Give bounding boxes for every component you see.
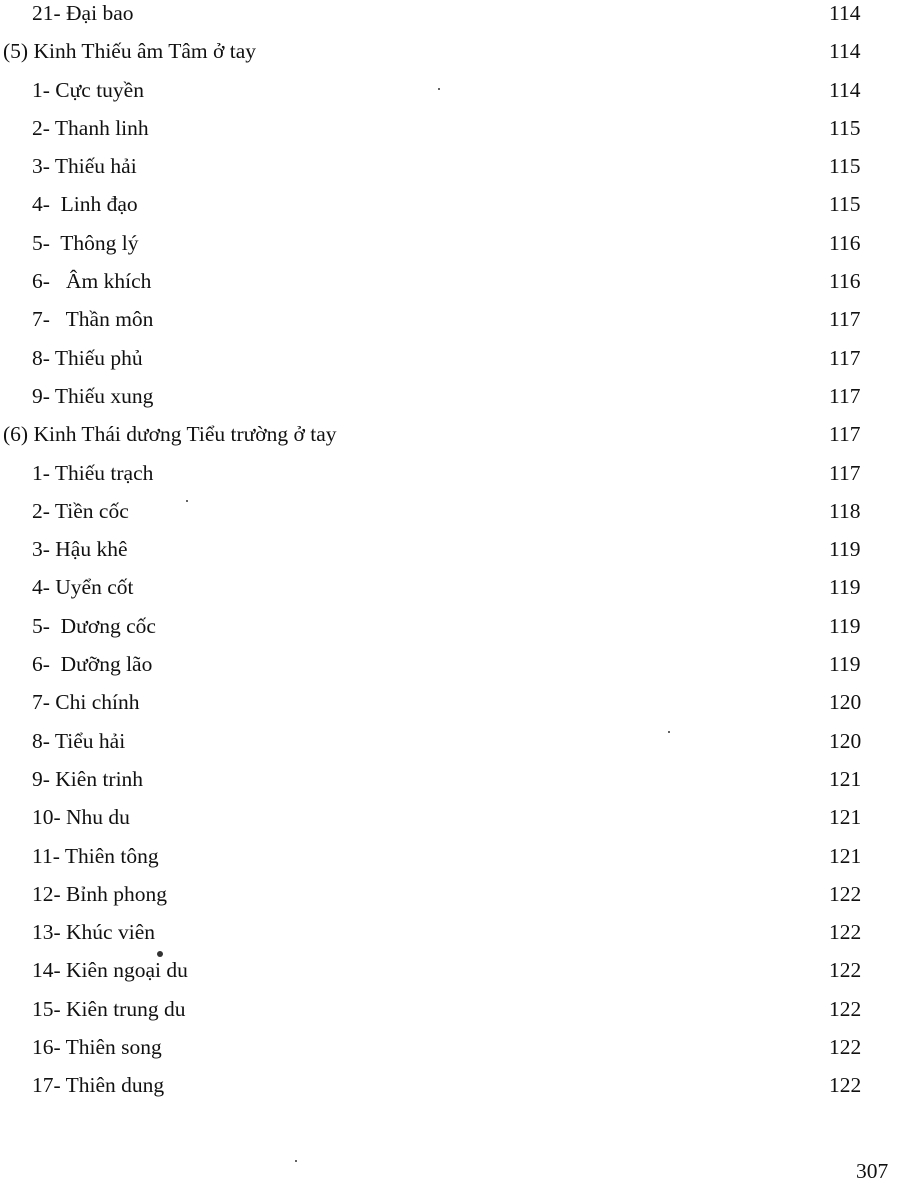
print-speck [295, 1160, 297, 1162]
toc-entry [0, 262, 902, 300]
entry-title: 3- Thiếu hải [32, 154, 137, 179]
entry-page-number: 119 [829, 613, 861, 638]
entry-page-number: 117 [829, 383, 861, 408]
entry-page-number: 116 [829, 269, 861, 294]
entry-page-number: 114 [829, 77, 861, 102]
entry-title: 5- Thông lý [32, 230, 139, 255]
toc-entry [0, 109, 902, 147]
entry-title: 1- Thiếu trạch [32, 460, 154, 485]
entry-page-number: 116 [829, 230, 861, 255]
entry-page-number: 117 [829, 422, 861, 447]
entry-page-number: 122 [829, 1035, 862, 1060]
toc-section-heading [0, 415, 902, 453]
entry-title: 14- Kiên ngoại du [32, 958, 188, 983]
entry-page-number: 117 [829, 307, 861, 332]
print-speck [186, 500, 188, 502]
entry-page-number: 119 [829, 652, 861, 677]
entry-title: 3- Hậu khê [32, 537, 128, 562]
entry-title: 6- Âm khích [32, 269, 152, 294]
print-speck [157, 951, 163, 957]
toc-entry [0, 798, 902, 836]
entry-page-number: 115 [829, 115, 861, 140]
entry-page-number: 122 [829, 881, 862, 906]
entry-title: 8- Thiếu phủ [32, 345, 143, 370]
toc-entry [0, 147, 902, 185]
toc-entry [0, 837, 902, 875]
entry-title: 9- Kiên trinh [32, 766, 144, 791]
entry-page-number: 115 [829, 192, 861, 217]
toc-entry [0, 0, 902, 32]
entry-title: 7- Thần môn [32, 307, 154, 332]
entry-title: 11- Thiên tông [32, 843, 159, 868]
entry-title: 4- Uyển cốt [32, 575, 134, 600]
toc-entry [0, 1066, 902, 1104]
toc-entry [0, 760, 902, 798]
print-speck [438, 88, 440, 90]
entry-page-number: 114 [829, 1, 861, 25]
entry-title: 1- Cực tuyền [32, 77, 144, 102]
toc-section-heading [0, 32, 902, 70]
entry-title: 8- Tiểu hải [32, 728, 126, 753]
toc-entry [0, 377, 902, 415]
toc-entry [0, 224, 902, 262]
entry-page-number: 118 [829, 498, 861, 523]
page-number: 307 [856, 1159, 889, 1183]
toc-entry [0, 185, 902, 223]
entry-title: 15- Kiên trung du [32, 996, 186, 1021]
toc-entry [0, 607, 902, 645]
entry-page-number: 122 [829, 920, 862, 945]
entry-page-number: 120 [829, 690, 862, 715]
entry-page-number: 119 [829, 575, 861, 600]
entry-page-number: 117 [829, 345, 861, 370]
toc-entry [0, 683, 902, 721]
entry-title: 10- Nhu du [32, 805, 130, 830]
toc-entry [0, 71, 902, 109]
toc-entry [0, 454, 902, 492]
toc-entry [0, 339, 902, 377]
entry-title: 6- Dưỡng lão [32, 652, 153, 677]
entry-page-number: 122 [829, 996, 862, 1021]
entry-title: 7- Chi chính [32, 690, 140, 715]
toc-entry [0, 951, 902, 989]
entry-title: 2- Tiền cốc [32, 498, 129, 523]
entry-title: 16- Thiên song [32, 1035, 162, 1060]
toc-entry [0, 722, 902, 760]
entry-page-number: 121 [829, 805, 862, 830]
entry-page-number: 122 [829, 1073, 862, 1098]
toc-entry [0, 568, 902, 606]
print-speck [668, 731, 670, 733]
entry-title: 2- Thanh linh [32, 115, 149, 140]
toc-entry [0, 645, 902, 683]
entry-page-number: 119 [829, 537, 861, 562]
entry-title: 13- Khúc viên [32, 920, 155, 945]
entry-page-number: 115 [829, 154, 861, 179]
toc-entry [0, 300, 902, 338]
entry-page-number: 114 [829, 39, 861, 64]
entry-page-number: 122 [829, 958, 862, 983]
entry-page-number: 121 [829, 843, 862, 868]
entry-title: 4- Linh đạo [32, 192, 138, 217]
entry-title: 17- Thiên dung [32, 1073, 165, 1098]
entry-title: 21- Đại bao [32, 1, 134, 25]
toc-entry [0, 990, 902, 1028]
toc-entry [0, 530, 902, 568]
toc-entry [0, 1028, 902, 1066]
entry-title: 9- Thiếu xung [32, 383, 154, 408]
entry-page-number: 117 [829, 460, 861, 485]
entry-title: 12- Bỉnh phong [32, 881, 167, 906]
toc-entry [0, 875, 902, 913]
toc-entry [0, 913, 902, 951]
entry-page-number: 120 [829, 728, 862, 753]
entry-title: 5- Dương cốc [32, 613, 156, 638]
toc-entry [0, 492, 902, 530]
section-title: (6) Kinh Thái dương Tiểu trường ở tay [3, 422, 337, 447]
section-title: (5) Kinh Thiếu âm Tâm ở tay [3, 39, 256, 64]
entry-page-number: 121 [829, 766, 862, 791]
